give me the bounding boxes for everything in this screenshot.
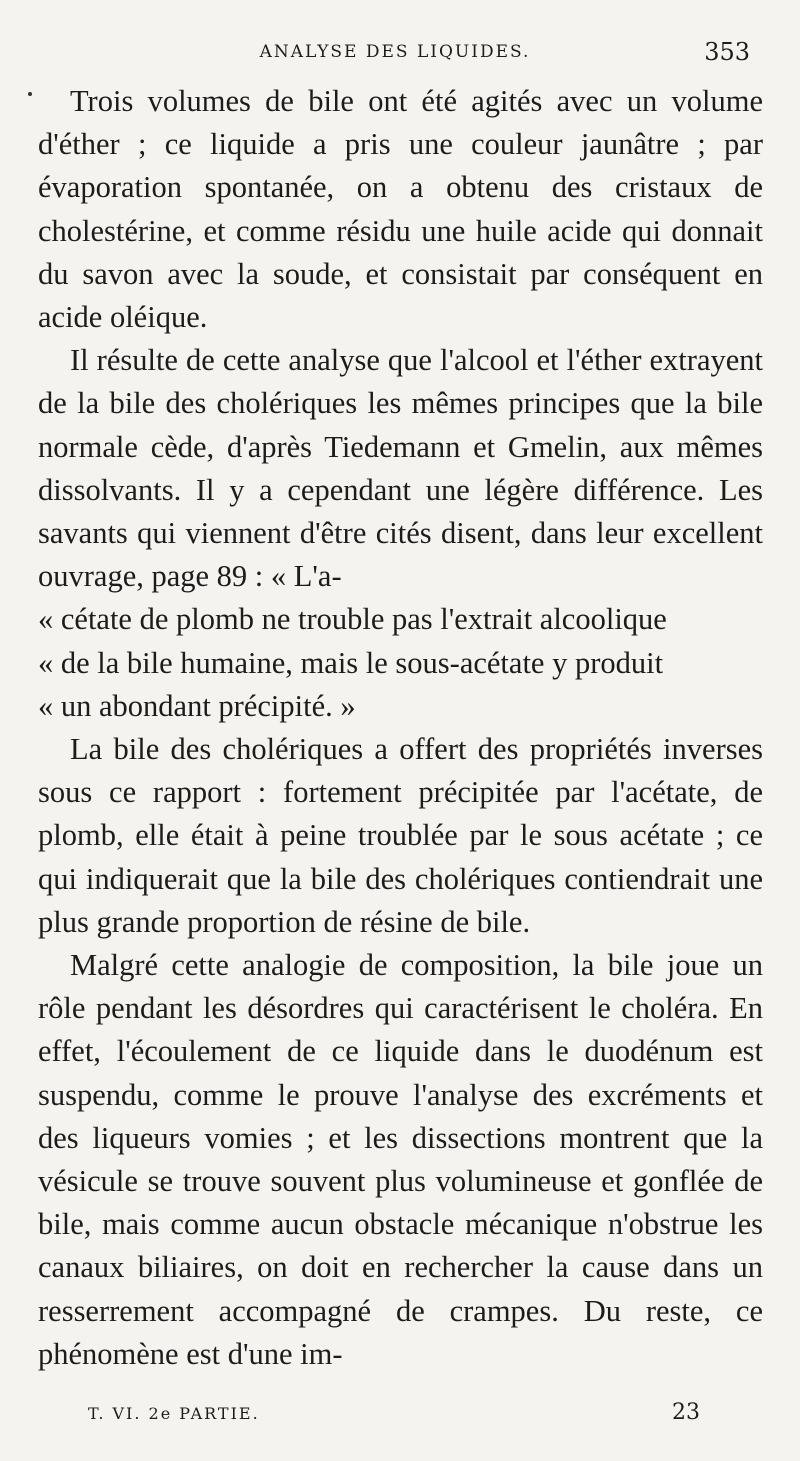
running-title: ANALYSE DES LIQUIDES. [259,42,531,62]
paragraph-1: Trois volumes de bile ont été agités avec un volume d'éther ; ce liquide a pris une couleur jaunâtre ; par évaporation spontanée, on a obtenu des cristaux de cholestérine, et comme résidu une huile acide qui donnait du savon avec la soude, et consistait par conséquent en acide oléique. [38,84,763,335]
volume-signature: T. VI. 2e PARTIE. [88,1404,260,1423]
paragraph-3: La bile des cholériques a offert des propriétés inverses sous ce rapport : fortement précipitée par l'acétate, de plomb, elle était à peine troublée par le sous acétate ; ce qui indiquerait que la bile des cholériques contiendrait une plus grande proportion de résine de bile. [38,732,763,939]
running-head [40,38,750,68]
page-number: 353 [704,38,750,66]
paragraph-2-text: Il résulte de cette analyse que l'alcool et l'éther extrayent de la bile des cholériques les mêmes principes que la bile normale cède, d'après Tiedemann et Gmelin, aux mêmes dissolvants. Il y a cependant une légère différence. Les savants qui viennent d'être cités disent, dans leur excellent ouvrage, page 89 : « L'a- [38,343,763,594]
page-footer [88,1400,700,1430]
stray-ink-mark [28,92,32,96]
paragraph-4: Malgré cette analogie de composition, la bile joue un rôle pendant les désordres qui caractérisent le choléra. En effet, l'écoulement de ce liquide dans le duodénum est suspendu, comme le prouve l'analyse des excréments et des liqueurs vomies ; et les dissections montrent que la vésicule se trouve souvent plus volumineuse et gonflée de bile, mais comme aucun obstacle mécanique n'obstrue les canaux biliaires, on doit en rechercher la cause dans un resserrement accompagné de crampes. Du reste, ce phénomène est d'une im- [38,948,763,1371]
paragraph-2 [38,339,763,728]
body-text [38,80,763,1376]
quote-line-1: « cétate de plomb ne trouble pas l'extrait alcoolique [38,602,667,637]
quote-line-2: « de la bile humaine, mais le sous-acétate y produit [38,645,664,680]
gathering-number: 23 [672,1400,700,1425]
quote-line-3: « un abondant précipité. » [38,688,356,723]
